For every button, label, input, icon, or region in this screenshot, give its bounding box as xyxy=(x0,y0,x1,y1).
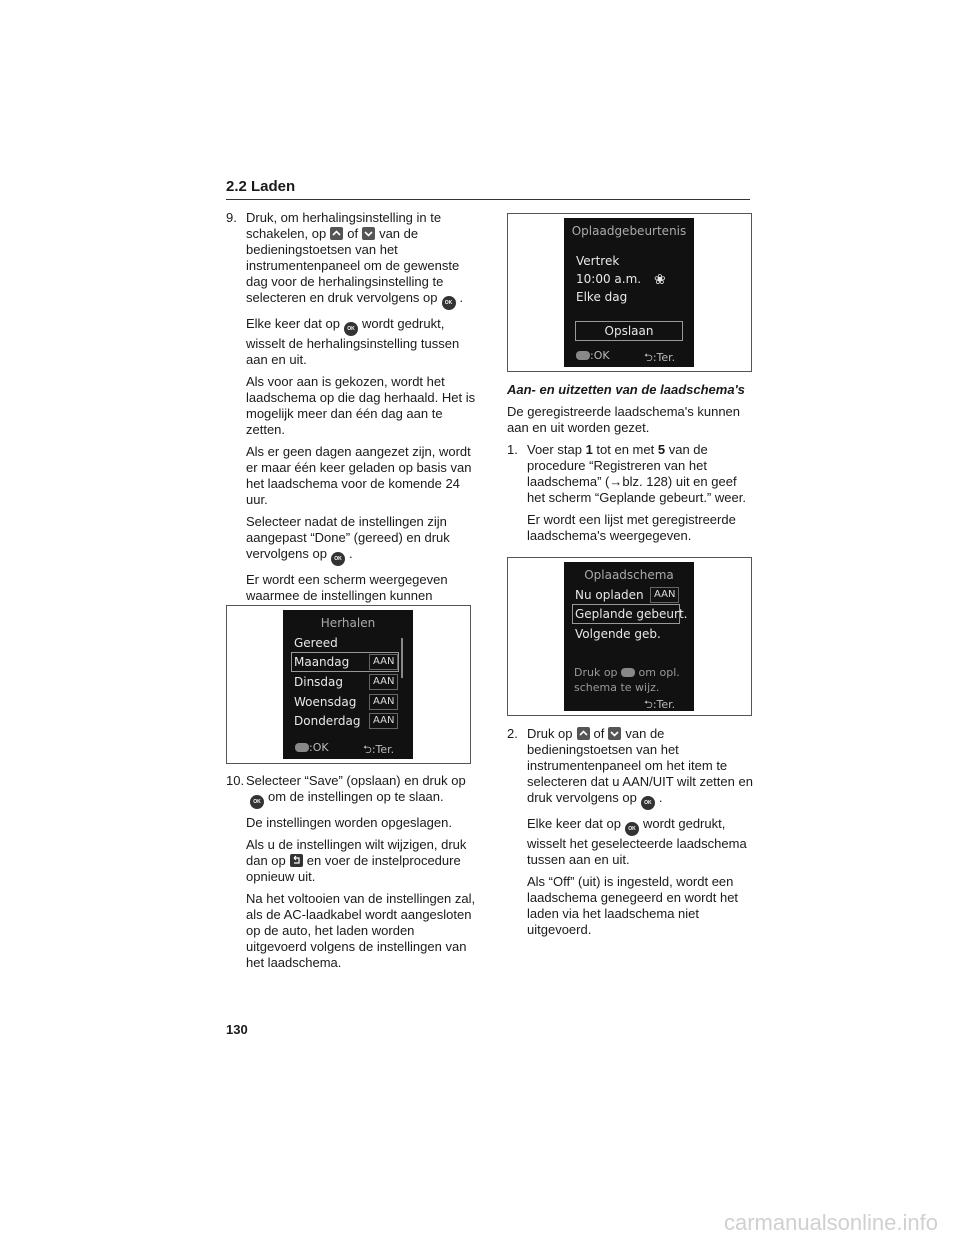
row-nu-opladen: Nu opladen xyxy=(575,588,644,602)
row-volgende-geb: Volgende geb. xyxy=(575,627,661,641)
text: en voer de instelprocedure opnieuw uit. xyxy=(246,853,461,884)
step-number: 1. xyxy=(507,442,518,457)
ok-hint xyxy=(576,349,610,362)
ok-icon xyxy=(621,668,635,677)
text: Selecteer nadat de instellingen zijn aangepast “Done” (gereed) en druk vervolgens op xyxy=(246,514,450,561)
scrollbar xyxy=(401,638,403,678)
paragraph: De instellingen worden opgeslagen. xyxy=(246,815,452,830)
ok-button-icon: OK xyxy=(344,322,358,336)
text: Selecteer “Save” (opslaan) en druk op xyxy=(246,773,466,788)
hint-line-2: schema te wijz. xyxy=(574,681,660,694)
ok-button-icon: OK xyxy=(625,822,639,836)
step-10 xyxy=(226,773,476,971)
text: of xyxy=(347,226,359,241)
ok-button-icon: OK xyxy=(442,296,456,310)
chevron-down-icon xyxy=(362,227,375,240)
paragraph: Als er geen dagen aangezet zijn, wordt er maar één keer geladen op basis van het laadschema voor de komende 24 uur. xyxy=(246,444,472,507)
screen-title: Oplaadgebeurtenis xyxy=(571,224,687,238)
step-number: 2. xyxy=(507,726,518,741)
hint-line-1 xyxy=(574,666,680,679)
back-hint xyxy=(644,349,675,368)
intro-paragraph: De geregistreerde laadschema's kunnen aan en uit worden gezet. xyxy=(507,404,741,435)
departure-time: 10:00 a.m. xyxy=(576,272,642,286)
text: Voer stap xyxy=(527,442,582,457)
screen-oplaadschema xyxy=(564,562,694,711)
text: of xyxy=(593,726,605,741)
ok-label: :OK xyxy=(590,349,610,362)
right-column-lower xyxy=(507,726,755,944)
screen-herhalen xyxy=(283,610,413,759)
row-dinsdag: Dinsdag xyxy=(294,675,344,689)
text: wordt gedrukt, wisselt de herhalingsinstelling tussen aan en uit. xyxy=(246,316,460,367)
back-hint xyxy=(363,741,394,760)
paragraph: Er wordt een lijst met geregistreerde laadschema's weergegeven. xyxy=(527,512,736,543)
text: om opl. xyxy=(638,666,680,679)
ok-button-icon: OK xyxy=(331,552,345,566)
ok-icon xyxy=(576,351,590,360)
chevron-up-icon xyxy=(577,727,590,740)
ok-button-icon: OK xyxy=(250,795,264,809)
left-column xyxy=(226,210,476,626)
text: Elke keer dat op xyxy=(527,816,621,831)
step-ref: 1 xyxy=(585,442,593,457)
ok-label: :OK xyxy=(309,741,329,754)
section-rule xyxy=(226,199,750,200)
step-number: 9. xyxy=(226,210,237,225)
text: Als u de instellingen wilt wijzigen, druk dan op xyxy=(246,837,467,868)
paragraph: Er wordt een scherm weergegeven waarmee de instellingen kunnen xyxy=(246,572,448,603)
watermark: carmanualsonline.info xyxy=(723,1210,938,1235)
subheading: Aan- en uitzetten van de laadschema's xyxy=(507,382,745,397)
ok-icon xyxy=(295,743,309,752)
status-badge: AAN xyxy=(369,713,398,729)
ok-hint xyxy=(295,741,329,754)
left-column-lower xyxy=(226,773,476,977)
text: . xyxy=(658,790,663,805)
screen-oplaadgebeurtenis xyxy=(564,218,694,367)
page-number: 130 xyxy=(226,1022,248,1037)
save-button-label: Opslaan xyxy=(604,324,654,338)
row-geplande-gebeurt: Geplande gebeurt. xyxy=(575,607,688,621)
back-arrow-icon: ⮌ xyxy=(644,351,653,364)
screen-title: Oplaadschema xyxy=(584,568,674,582)
section-title: 2.2 Laden xyxy=(226,178,296,195)
back-label: :Ter. xyxy=(371,743,395,756)
departure-label: Vertrek xyxy=(576,254,620,268)
back-label: :Ter. xyxy=(652,351,676,364)
screen-title: Herhalen xyxy=(320,616,376,630)
climate-fan-icon: ❀ xyxy=(654,272,666,288)
text: . xyxy=(459,290,464,305)
text: van de bedieningstoetsen van het instrumentenpaneel om de gewenste dag voor de herhalingsinstelling te selecteren en druk vervolgens op xyxy=(246,226,460,305)
paragraph: Als voor aan is gekozen, wordt het laadschema op die dag herhaald. Het is mogelijk meer dan één dag aan te zetten. xyxy=(246,374,476,437)
back-label: :Ter. xyxy=(652,698,676,711)
save-button[interactable] xyxy=(575,321,683,341)
row-donderdag: Donderdag xyxy=(294,714,361,728)
step-number: 10. xyxy=(226,773,245,788)
text: van de procedure “Registreren van het laadschema” (→blz. 128) uit en geef het scherm “Geplande gebeurt.” weer. xyxy=(527,442,746,505)
text: van de bedieningstoetsen van het instrumentenpaneel om het item te selecteren dat u AAN/UIT wilt zetten en druk vervolgens op xyxy=(527,726,753,805)
row-maandag: Maandag xyxy=(294,655,350,669)
status-badge: AAN xyxy=(369,654,398,670)
screen-oplaadschema-frame xyxy=(507,557,752,716)
row-woensdag: Woensdag xyxy=(294,695,357,709)
back-hint xyxy=(644,696,675,715)
text: wordt gedrukt, wisselt het geselecteerde laadschema tussen aan en uit. xyxy=(527,816,747,867)
step-2 xyxy=(507,726,755,938)
chevron-up-icon xyxy=(330,227,343,240)
text: Druk op xyxy=(574,666,618,679)
screen-oplaadgebeurtenis-frame xyxy=(507,213,752,372)
ok-button-icon: OK xyxy=(641,796,655,810)
status-badge: AAN xyxy=(369,694,398,710)
back-arrow-icon: ⮌ xyxy=(363,743,372,756)
status-badge: AAN xyxy=(650,587,679,603)
text: Druk, om herhalingsinstelling in te schakelen, op xyxy=(246,210,442,241)
back-arrow-icon: ⮌ xyxy=(644,698,653,711)
back-arrow-icon xyxy=(290,854,303,867)
step-ref: 5 xyxy=(657,442,666,457)
paragraph: Als “Off” (uit) is ingesteld, wordt een laadschema genegeerd en wordt het laden via het laadschema niet uitgevoerd. xyxy=(527,874,739,937)
status-badge: AAN xyxy=(369,674,398,690)
text: . xyxy=(348,546,353,561)
repeat-label: Elke dag xyxy=(576,290,628,304)
row-gereed: Gereed xyxy=(294,636,338,650)
text: Druk op xyxy=(527,726,573,741)
step-9 xyxy=(226,210,476,620)
text: Elke keer dat op xyxy=(246,316,340,331)
step-1 xyxy=(507,442,755,544)
text: tot en met xyxy=(596,442,655,457)
paragraph: Na het voltooien van de instellingen zal, als de AC-laadkabel wordt aangesloten op de auto, het laden worden uitgevoerd volgens de instellingen van het laadschema. xyxy=(246,891,476,970)
text: om de instellingen op te slaan. xyxy=(268,789,444,804)
screen-herhalen-frame xyxy=(226,605,471,764)
right-column xyxy=(507,382,755,550)
chevron-down-icon xyxy=(608,727,621,740)
